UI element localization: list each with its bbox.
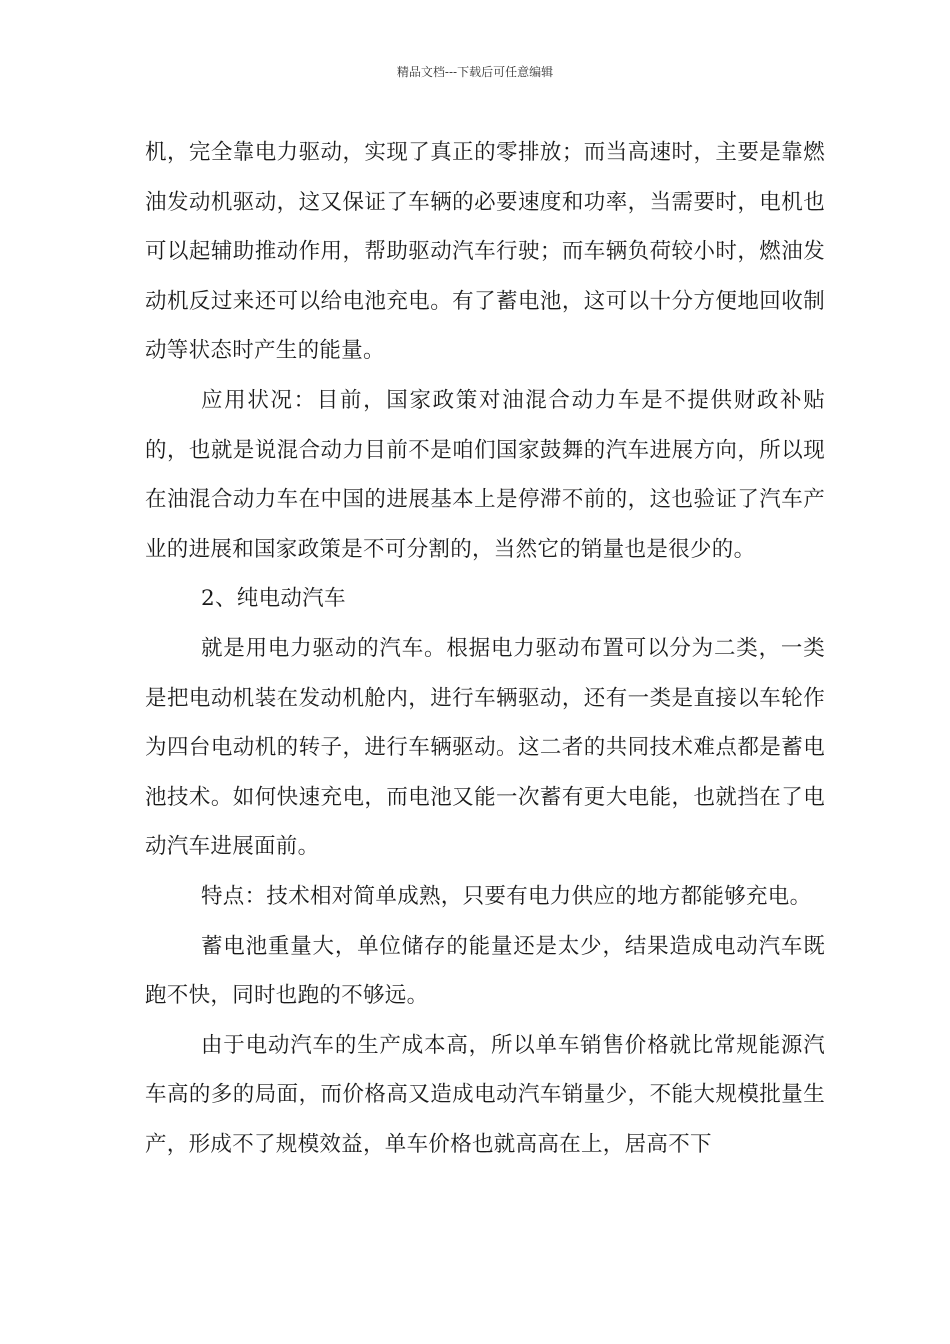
paragraph-battery-weight: 蓄电池重量大，单位储存的能量还是太少，结果造成电动汽车既跑不快，同时也跑的不够远。 <box>145 933 825 1009</box>
page-header: 精品文档---下载后可任意编辑 <box>396 65 554 79</box>
document-body <box>145 128 825 1169</box>
section-heading-pure-electric: 2、纯电动汽车 <box>201 586 346 612</box>
paragraph-features: 特点：技术相对简单成熟，只要有电力供应的地方都能够充电。 <box>201 883 812 909</box>
paragraph-application-status: 应用状况：目前，国家政策对油混合动力车是不提供财政补贴的，也就是说混合动力目前不是咱们国家鼓舞的汽车进展方向，所以现在油混合动力车在中国的进展基本上是停滞不前的，这也验证了汽车产业的进展和国家政策是不可分割的，当然它的销量也是很少的。 <box>145 387 825 562</box>
paragraph-production-cost: 由于电动汽车的生产成本高，所以单车销售价格就比常规能源汽车高的多的局面，而价格高又造成电动汽车销量少，不能大规模批量生产，形成不了规模效益，单车价格也就高高在上，居高不下 <box>145 1032 825 1157</box>
paragraph-continuation: 机，完全靠电力驱动，实现了真正的零排放；而当高速时，主要是靠燃油发动机驱动，这又保证了车辆的必要速度和功率，当需要时，电机也可以起辅助推动作用，帮助驱动汽车行驶；而车辆负荷较小时，燃油发动机反过来还可以给电池充电。有了蓄电池，这可以十分方便地回收制动等状态时产生的能量。 <box>145 140 825 364</box>
paragraph-definition: 就是用电力驱动的汽车。根据电力驱动布置可以分为二类，一类是把电动机装在发动机舱内，进行车辆驱动，还有一类是直接以车轮作为四台电动机的转子，进行车辆驱动。这二者的共同技术难点都是蓄电池技术。如何快速充电，而电池又能一次蓄有更大电能，也就挡在了电动汽车进展面前。 <box>145 635 825 860</box>
